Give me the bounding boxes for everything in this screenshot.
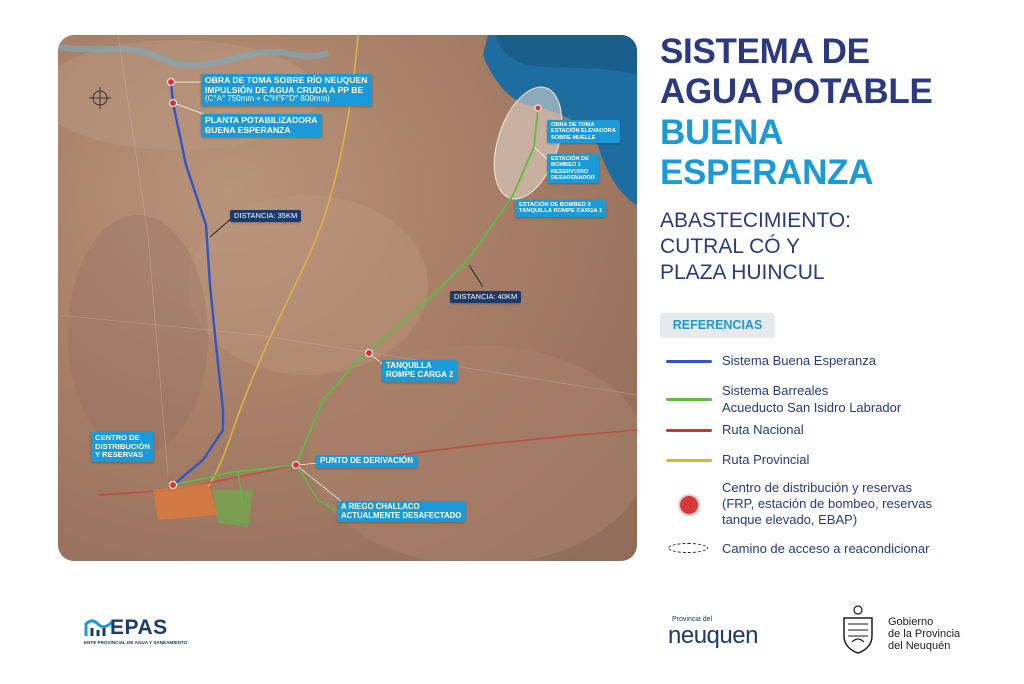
label-distancia-40: DISTANCIA: 40KM	[450, 291, 521, 303]
references-heading: REFERENCIAS	[660, 313, 775, 338]
point-centro	[170, 482, 177, 489]
epas-subtitle: ENTE PROVINCIAL DE AGUA Y SANEAMIENTO	[84, 640, 188, 645]
town-cutral-co	[153, 483, 218, 520]
legend-line-red	[666, 429, 712, 432]
point-derivacion	[293, 462, 300, 469]
label-planta-potabilizadora: PLANTA POTABILIZADORA BUENA ESPERANZA	[201, 114, 322, 137]
neuquen-small-text: Provincia del	[672, 616, 713, 623]
title-line-3: BUENA	[660, 113, 783, 152]
subtitle-line-1: ABASTECIMIENTO:	[660, 209, 851, 232]
legend-line-green	[666, 398, 712, 401]
legend-label-line-2: (FRP, estación de bombeo, reservas	[722, 496, 933, 511]
subtitle	[660, 208, 851, 286]
legend-line-blue	[666, 360, 712, 363]
gobierno-line-2: de la Provincia	[888, 628, 961, 640]
epas-wordmark: EPAS	[110, 616, 168, 639]
label-estacion-bombeo-2: ESTACIÓN DE BOMBEO 2 TANQUILLA ROMPE CARGA 1	[515, 200, 606, 217]
point-toma-elevadora	[535, 105, 541, 111]
map-overlay	[58, 35, 637, 561]
subtitle-line-2: CUTRAL CÓ Y	[660, 235, 801, 258]
title-line-1: SISTEMA DE	[660, 32, 870, 71]
point-planta	[170, 100, 177, 107]
legend-label-line-3: tanque elevado, EBAP)	[722, 512, 858, 527]
gobierno-line-3: del Neuquén	[888, 640, 951, 652]
legend-label: Ruta Nacional	[722, 422, 804, 437]
label-obra-toma-rio: OBRA DE TOMA SOBRE RÍO NEUQUEN IMPULSIÓN DE AGUA CRUDA A PP BE (C°A° 750mm + C°H°F°D° 800mm)	[201, 74, 372, 106]
point-tanquilla-2	[366, 350, 373, 357]
label-obra-toma-elevadora: OBRA DE TOMA ESTACIÓN ELEVADORA SOBRE MUELLE	[547, 120, 620, 143]
label-riego-challaco: A RIEGO CHALLACO ACTUALMENTE DESAFECTADO	[337, 501, 465, 522]
legend-label: Centro de distribución y reservas	[722, 480, 913, 495]
legend-label: Sistema Barreales	[722, 383, 829, 398]
label-punto-derivacion: PUNTO DE DERIVACIÓN	[316, 455, 417, 468]
label-distancia-35: DISTANCIA: 35KM	[230, 210, 301, 222]
label-tanquilla-rompe-carga-2: TANQUILLA ROMPE CARGA 2	[382, 360, 457, 382]
gobierno-line-1: Gobierno	[888, 616, 934, 628]
satellite-map[interactable]	[58, 35, 637, 561]
label-estacion-bombeo-1: ESTACIÓN DE BOMBEO 1 RESERVORIO DESARENADOR	[547, 154, 599, 183]
legend-line-yellow	[666, 459, 712, 462]
town-plaza-huincul	[213, 490, 253, 527]
legend-label: Ruta Provincial	[722, 452, 810, 467]
provincial-shield-icon	[838, 604, 878, 654]
legend-label: Sistema Buena Esperanza	[722, 353, 876, 368]
legend-label-line-2: Acueducto San Isidro Labrador	[722, 400, 902, 415]
point-obra-toma-rio	[168, 79, 175, 86]
legend-label: Camino de acceso a reacondicionar	[722, 541, 930, 556]
red-dot-icon	[678, 494, 700, 516]
title-line-4: ESPERANZA	[660, 153, 874, 192]
label-centro-distribucion: CENTRO DE DISTRIBUCIÓN Y RESERVAS	[91, 432, 154, 462]
neuquen-wordmark: neuquen	[668, 622, 758, 649]
dashed-ellipse-icon	[668, 543, 708, 553]
title-line-2: AGUA POTABLE	[660, 72, 933, 111]
subtitle-line-3: PLAZA HUINCUL	[660, 261, 825, 284]
